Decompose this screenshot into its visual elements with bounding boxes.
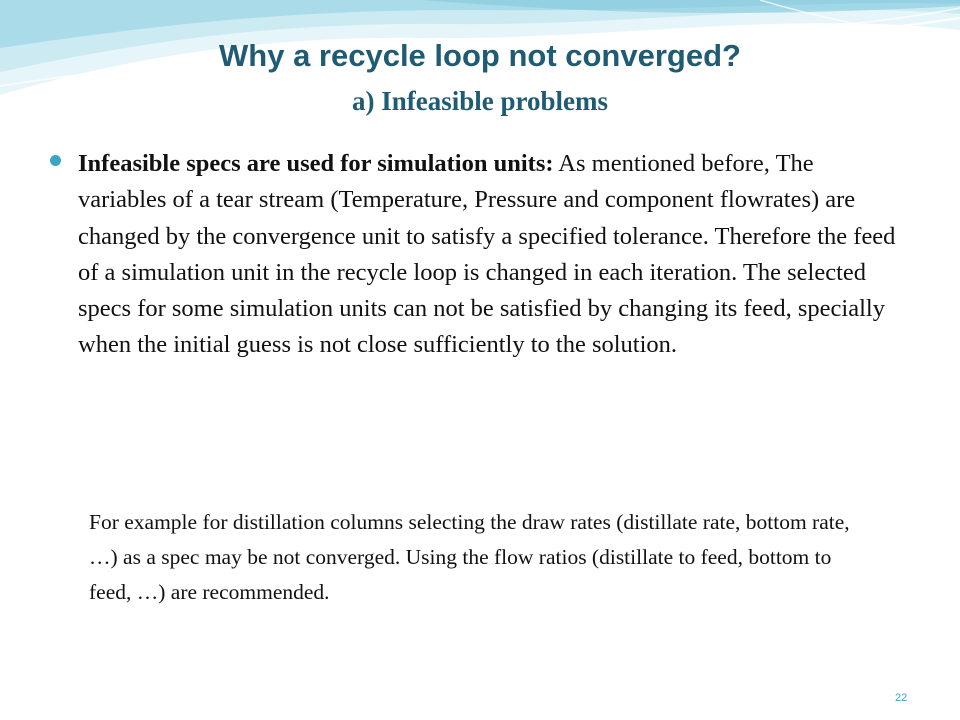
bullet-paragraph: [78, 146, 908, 364]
slide-subtitle: a) Infeasible problems: [351, 86, 608, 116]
slide-title: Why a recycle loop not converged?: [219, 38, 741, 73]
bullet-text: As mentioned before, The variables of a tear stream (Temperature, Pressure and component flowrates) are changed by the convergence unit to satisfy a specified tolerance. Therefore the feed of a simulation unit in the recycle loop is changed in each iteration. The selected specs for some simulation units can not be satisfied by changing its feed, specially when the initial guess is not close sufficiently to the solution.: [78, 150, 896, 359]
bullet-dot-icon: [50, 155, 61, 166]
example-paragraph: For example for distillation columns selecting the draw rates (distillate rate, bottom rate, …) as a spec may be not converged. Using the flow ratios (distillate to feed, bottom to feed, …) are recommended.: [89, 510, 850, 604]
slide-number: 22: [895, 692, 908, 704]
bullet-bold-lead: Infeasible specs are used for simulation units:: [78, 150, 554, 177]
